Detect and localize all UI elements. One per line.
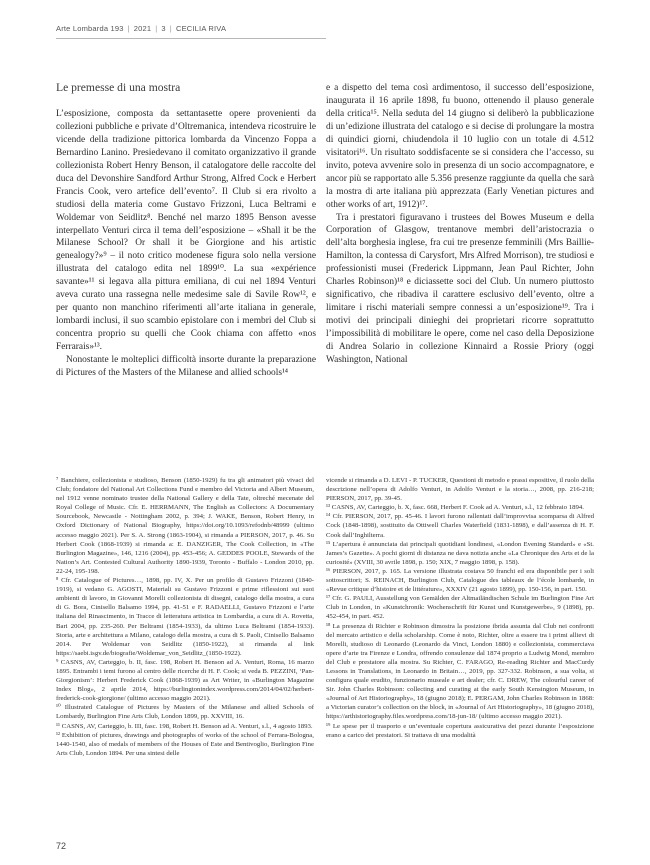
footnote: ⁷ Banchiere, collezionista e studioso, Benson (1850-1929) fu tra gli animatori più vivaci del Club; fondatore del National Art Collections Fund e membro del Victoria and Albert Museum, nel 1912 venne nominato trustee della National Gallery e della Tate, oltreché mecenate del Royal College of Music. Cfr. E. HERRMANN, The English as Collectors: A Documentary Sourcebook, Newcastle - Nottingham 2002, p. 394; J. WAKE, Benson, Robert Henry, in Oxford Dictionary of National Biography, https://doi.org/10.1093/refodnb/48999 (ultimo accesso maggio 2021). Per S. A. Strong (1863-1904), si rimanda a PIERSON, 2017, p. 46. Su Herbert Cook (1868-1939) si rimanda a: E. DANZIGER, The Cook Collection, in «The Burlington Magazine», 146, 1216 (2004), pp. 453-456; A. GEDDES POOLE, Stewards of the Nation’s Art. Contested Cultural Authority 1890-1939, Toronto - Buffalo - London 2010, pp. 22-24, 195-198. xyxy=(56,477,314,575)
header-rule xyxy=(56,38,326,39)
header-separator: | xyxy=(169,24,172,33)
footnote: ¹⁹ Le spese per il trasporto e un’eventuale copertura assicurativa dei pezzi durante l’esposizione erano a carico dei prestatori. Si trattava di una modalità xyxy=(326,722,594,739)
header-separator: | xyxy=(155,24,158,33)
footnote: ¹⁸ La presenza di Richter e Robinson dimostra la posizione ibrida assunta dal Club nei confronti del mercato artistico e della scholarship. Come è noto, Richter, oltre a essere tra i primi allievi di Morelli, studioso di Leonardo (Leonardo da Vinci, London 1880) e collezionista, commerciava opere d’arte tra Firenze e Londra, offrendo consulenze dal 1874 proprio a Ludwig Mond, membro del Club e prestatore alla mostra. Su Richter, C. FARAGO, Re-reading Richter and MacCurdy Lessons in Translations, in Leonardo in Britain…, 2019, pp. 327-332. Robinson, a sua volta, si configura quale erudito, funzionario museale e art dealer; cfr. C. DREW, The colourful career of Sir. John Charles Robinson: collecting and curating at the early South Kensington Museum, in «Journal of Art Historiography», 18 (giugno 2018); E. PERGAM, John Charles Robinson in 1868: a Victorian curator’s collection on the block, in «Journal of Art Historiography», 18 (giugno 2018), https://arthistoriography.files.wordpress.com/18-jun-18/ (ultimo accesso maggio 2021). xyxy=(326,622,594,721)
footnote: ¹⁴ Cfr. PIERSON, 2017, pp. 45-46. I lavori furono rallentati dall’improvvisa scomparsa di Alfred Cock (1848-1898), sostituito da Ottiwell Charles Waterfield (1831-1898), e dall’assenza di H. F. Cook dall’Inghilterra. xyxy=(326,513,594,539)
footnote: ¹⁵ L’apertura è annunciata dai principali quotidiani londinesi, «London Evening Standard» e «St. James’s Gazette». A pochi giorni di distanza ne dava notizia anche «La Chronique des Arts et de la curiosité» (XVIII, 30 avrile 1898, p. 150; XIX, 7 maggio 1898, p. 158). xyxy=(326,540,594,566)
footnote: ¹⁰ Illustrated Catalogue of Pictures by Masters of the Milanese and allied Schools of Lombardy, Burlington Fine Arts Club, London 1899, pp. XXVIII, 16. xyxy=(56,704,314,721)
footnote: ¹³ CASNS, AV, Carteggio, b. X, fasc. 668, Herbert F. Cook ad A. Venturi, s.l., 12 febbraio 1894. xyxy=(326,504,584,512)
header-separator: | xyxy=(127,24,130,33)
body-column-left xyxy=(56,82,316,380)
body-column-right xyxy=(326,82,594,367)
footnote: ¹² Exhibition of pictures, drawings and photographs of works of the school of Ferrara-Bologna, 1440-1540, also of medals of members of the Houses of Este and Bentivoglio, Burlington Fine Arts Club, London 1894. Per una sintesi delle xyxy=(56,731,314,757)
footnote: ¹⁶ PIERSON, 2017, p. 165. La versione illustrata costava 50 franchi ed era disponibile per i soli sottoscrittori; S. REINACH, Burlington Club, Catalogue des tableaux de l’école lombarde, in «Revue critique d’histoire et de littérature», XXXIV (21 agosto 1899), pp. 150-156, in part. 150. xyxy=(326,567,594,594)
journal-year: 2021 xyxy=(133,24,152,33)
article-author: CECILIA RIVA xyxy=(175,24,227,33)
body-paragraph: L’esposizione, composta da settantasette opere provenienti da collezioni pubbliche e private d’Oltremanica, intendeva ricostruire le vicende della tradizione pittorica lombarda da Vincenzo Foppa a Bernardino Lanino. Presiedevano il comitato organizzativo il grande collezionista Robert Henry Benson, il catalogatore delle raccolte del duca del Devonshire Sandford Arthur Strong, Alfred Cock e Herbert Francis Cook, vero artefice dell’evento⁷. Il Club si era rivolto a studiosi della materia come Gustavo Frizzoni, Luca Beltrami e Woldemar von Seidlitz⁸. Benché nel marzo 1895 Benson avesse interpellato Venturi circa il tema dell’esposizione – «Shall it be the Milanese School? Or shall it be Giorgione and his artistic genealogy?»⁹ – il noto critico modenese figura solo nella versione illustrata del catalogo edita nel 1899¹⁰. La sua «expérience savante»¹¹ si legava alla pittura emiliana, di cui nel 1894 Venturi aveva curato una rassegna nelle medesime sale di Savile Row¹², e per quanto non manchino riferimenti all’arte italiana in generale, lombardi inclusi, il suo scambio epistolare con i membri del Club si concentra proprio su quelli che Cook chiama con affetto «nos Ferrarais»¹³. xyxy=(56,108,316,353)
journal-name: Arte Lombarda 193 xyxy=(56,24,124,33)
section-title: Le premesse di una mostra xyxy=(56,81,181,94)
footnote: ¹⁷ Cfr. G. PAULI, Ausstellung von Gemälden der Altmailändischen Schule im Burlington Fine Art Club in London, in «Kunstchronik: Wochenschrift für Kunst und Kunstgewerbe», 9 (1898), pp. 452-454, in part. 452. xyxy=(326,595,594,621)
body-paragraph: Nonostante le molteplici difficoltà insorte durante la preparazione di Pictures of the Masters of the Milanese and allied schools¹⁴ xyxy=(56,355,316,379)
body-paragraph: e a dispetto del tema così ardimentoso, il successo dell’esposizione, inaugurata il 16 aprile 1898, fu buono, ottenendo il plauso generale della critica¹⁵. Nella seduta del 14 giugno si deliberò la pubblicazione di un’edizione illustrata del catalogo e si decise di prolungare la mostra di quindici giorni, chiudendola il 10 luglio con un totale di 4.512 visitatori¹⁶. Un risultato soddisfacente se si considera che l’accesso, su invito, poteva avvenire solo in presenza di un socio accompagnatore, e ancor più se rapportato alle 5.356 presenze raggiunte da quella che sarà la mostra di arte italiana più apprezzata (Early Venetian pictures and other works of art, 1912)¹⁷. xyxy=(326,83,594,210)
body-paragraph: Tra i prestatori figuravano i trustees del Bowes Museum e della Corporation of Glasgow, trentanove membri dell’aristocrazia o dell’alta borghesia inglese, fra cui tre presenze femminili (Mrs Baillie-Hamilton, la contessa di Carysfort, Mrs Alfred Morrison), tre studiosi e professionisti musei (Frederick Lippmann, Jean Paul Richter, John Charles Robinson)¹⁸ e diciassette soci del Club. Un numero piuttosto significativo, che ribadiva il carattere esclusivo dell’evento, oltre a limitare i rischi materiali sempre connessi a un’esposizione¹⁹. Tra i motivi dei principali dinieghi dei proprietari ricorre soprattutto l’impossibilità di mobilitare le opere, come nel caso della Deposizione di Andrea Solario in collezione Kinnaird a Rossie Priory (oggi Washington, National xyxy=(326,212,594,366)
footnotes-left xyxy=(56,476,314,758)
page-number: 72 xyxy=(56,841,67,851)
running-header xyxy=(56,24,226,33)
footnote: ¹¹ CASNS, AV, Carteggio, b. III, fasc. 198, Robert H. Benson ad A. Venturi, s.l., 4 agosto 1893. xyxy=(56,722,313,730)
footnote: ⁸ Cfr. Catalogue of Pictures…, 1898, pp. IV, X. Per un profilo di Gustavo Frizzoni (1840-1919), si vedano G. AGOSTI, Materiali su Gustavo Frizzoni e prime riflessioni sui suoi ambienti di lavoro, in Giovanni Morelli collezionista di disegni, catalogo della mostra, a cura di G. Bora, Cinisello Balsamo 1994, pp. 41-51 e F. RADAELLI, Gustavo Frizzoni e l’arte italiana del Rinascimento, in Tracce di letteratura artistica in Lombardia, a cura di A. Rovetta, Bari 2004, pp. 235-260. Per Beltrami (1854-1933), da ultimo Luca Beltrami (1854-1933). Storia, arte e architettura a Milano, catalogo della mostra, a cura di S. Paoli, Cinisello Balsamo 2014. Per Woldemar von Seidlitz (1850-1922), si rimanda al link https://saebi.isgv.de/biografie/Woldemar_von_Seidlitz_(1850-1922). xyxy=(56,577,314,657)
footnotes-right xyxy=(326,476,594,740)
journal-issue: 3 xyxy=(161,24,166,33)
footnote: ⁹ CASNS, AV, Carteggio, b. II, fasc. 198, Robert H. Benson ad A. Venturi, Roma, 16 marzo 1895. Entrambi i temi furono al centro delle ricerche di H. F. Cook; si veda B. PEZZINI, ‘Pan-Giorgionism’: Herbert Frederick Cook (1868-1939) as Art Writer, in «Burlington Magazine Index Blog», 2 aprile 2014, https://burlingtonindex.wordpress.com/2014/04/02/herbert-frederick-cook-giorgione/ (ultimo accesso maggio 2021). xyxy=(56,658,314,703)
footnote: vicende si rimanda a D. LEVI - P. TUCKER, Questioni di metodo e prassi espositive, il ruolo della descrizione nell’opera di Adolfo Venturi, in Adolfo Venturi e la storia…, 2008, pp. 216-218; PIERSON, 2017, pp. 39-45. xyxy=(326,477,594,503)
